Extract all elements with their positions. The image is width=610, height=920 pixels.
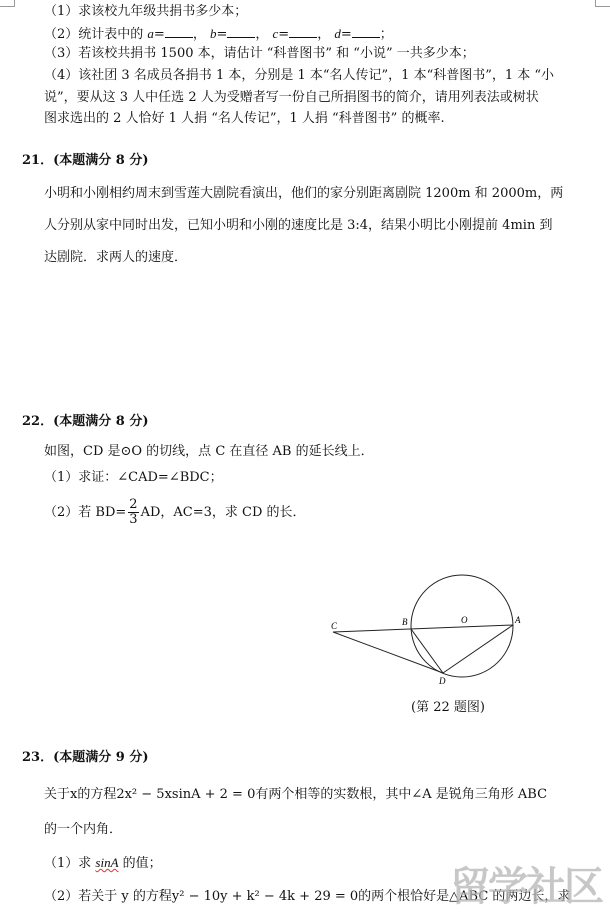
q21-line3: 达剧院．求两人的速度． [44, 250, 188, 265]
var-d: d [334, 26, 341, 41]
q23-part1-suffix: 的值； [118, 856, 162, 871]
q23-line1: 关于x的方程2x² − 5xsinA + 2 = 0有两个相等的实数根，其中∠A 是锐角三角形 ABC [44, 787, 548, 802]
tangent-cd [333, 632, 443, 673]
q23-header: 23．(本题满分 9 分) [22, 750, 149, 765]
q23-part2: （2）若关于 y 的方程y² − 10y + k² − 4k + 29 = 0的两个根恰好是△ABC 的两边长，求 [44, 889, 571, 904]
q20-part4-line2: 说”，要从这 3 人中任选 2 人为受赠者写一份自己所捐图书的简介，请用列表法或树状 [44, 90, 539, 105]
q22-part1: （1）求证：∠CAD=∠BDC； [44, 470, 223, 485]
q21-header: 21．(本题满分 8 分) [22, 153, 149, 168]
label-a: A [515, 615, 521, 625]
q20-part2-prefix: （2）统计表中的 [44, 27, 144, 42]
fraction-denominator: 3 [129, 512, 138, 527]
q21-line1: 小明和小刚相约周末到雪莲大剧院看演出，他们的家分别距离剧院 1200m 和 2000m，两 [44, 186, 564, 201]
label-c: C [331, 621, 338, 631]
label-b: B [402, 617, 408, 627]
chord-ad [443, 625, 513, 673]
q23-part1-term: sinA [95, 855, 119, 870]
figure-caption: (第 22 题图) [411, 700, 485, 715]
chord-bd [411, 629, 443, 673]
q23-part1 [44, 855, 162, 872]
var-a: a [147, 26, 154, 41]
q20-part4-line1: （4）该社团 3 名成员各捐书 1 本，分别是 1 本“名人传记”，1 本“科普图书”，1 本 “小 [44, 68, 555, 83]
q22-intro: 如图，CD 是⊙O 的切线，点 C 在直径 AB 的延长线上． [44, 444, 374, 459]
label-o: O [461, 615, 468, 625]
q20-part1: （1）求该校九年级共捐书多少本； [44, 4, 248, 19]
q23-line2: 的一个内角． [44, 822, 123, 837]
q21-line2: 人分别从家中同时出发，已知小明和小刚的速度比是 3:4，结果小明比小刚提前 4min 到 [44, 218, 553, 233]
q22-part2-suffix: AD，AC=3，求 CD 的长． [140, 505, 306, 520]
fraction-numerator: 2 [129, 497, 138, 512]
label-d: D [439, 676, 446, 686]
var-b: b [209, 26, 217, 41]
q22-header: 22．(本题满分 8 分) [22, 414, 149, 429]
q23-part1-prefix: （1）求 [44, 856, 96, 871]
q20-part2: （2）统计表中的 a= ， b= ， c= ， d= ； [44, 26, 393, 42]
var-c: c [272, 26, 279, 41]
q22-part2-prefix: （2）若 BD= [44, 505, 127, 520]
q20-part3: （3）若该校共捐书 1500 本，请估计 “科普图书” 和 “小说” 一共多少本； [44, 46, 475, 61]
line-ca [333, 625, 513, 632]
watermark-logo: 留学社区 [450, 864, 602, 910]
q20-part4-line3: 图求选出的 2 人恰好 1 人捐 “名人传记”，1 人捐 “科普图书” 的概率. [44, 111, 445, 126]
